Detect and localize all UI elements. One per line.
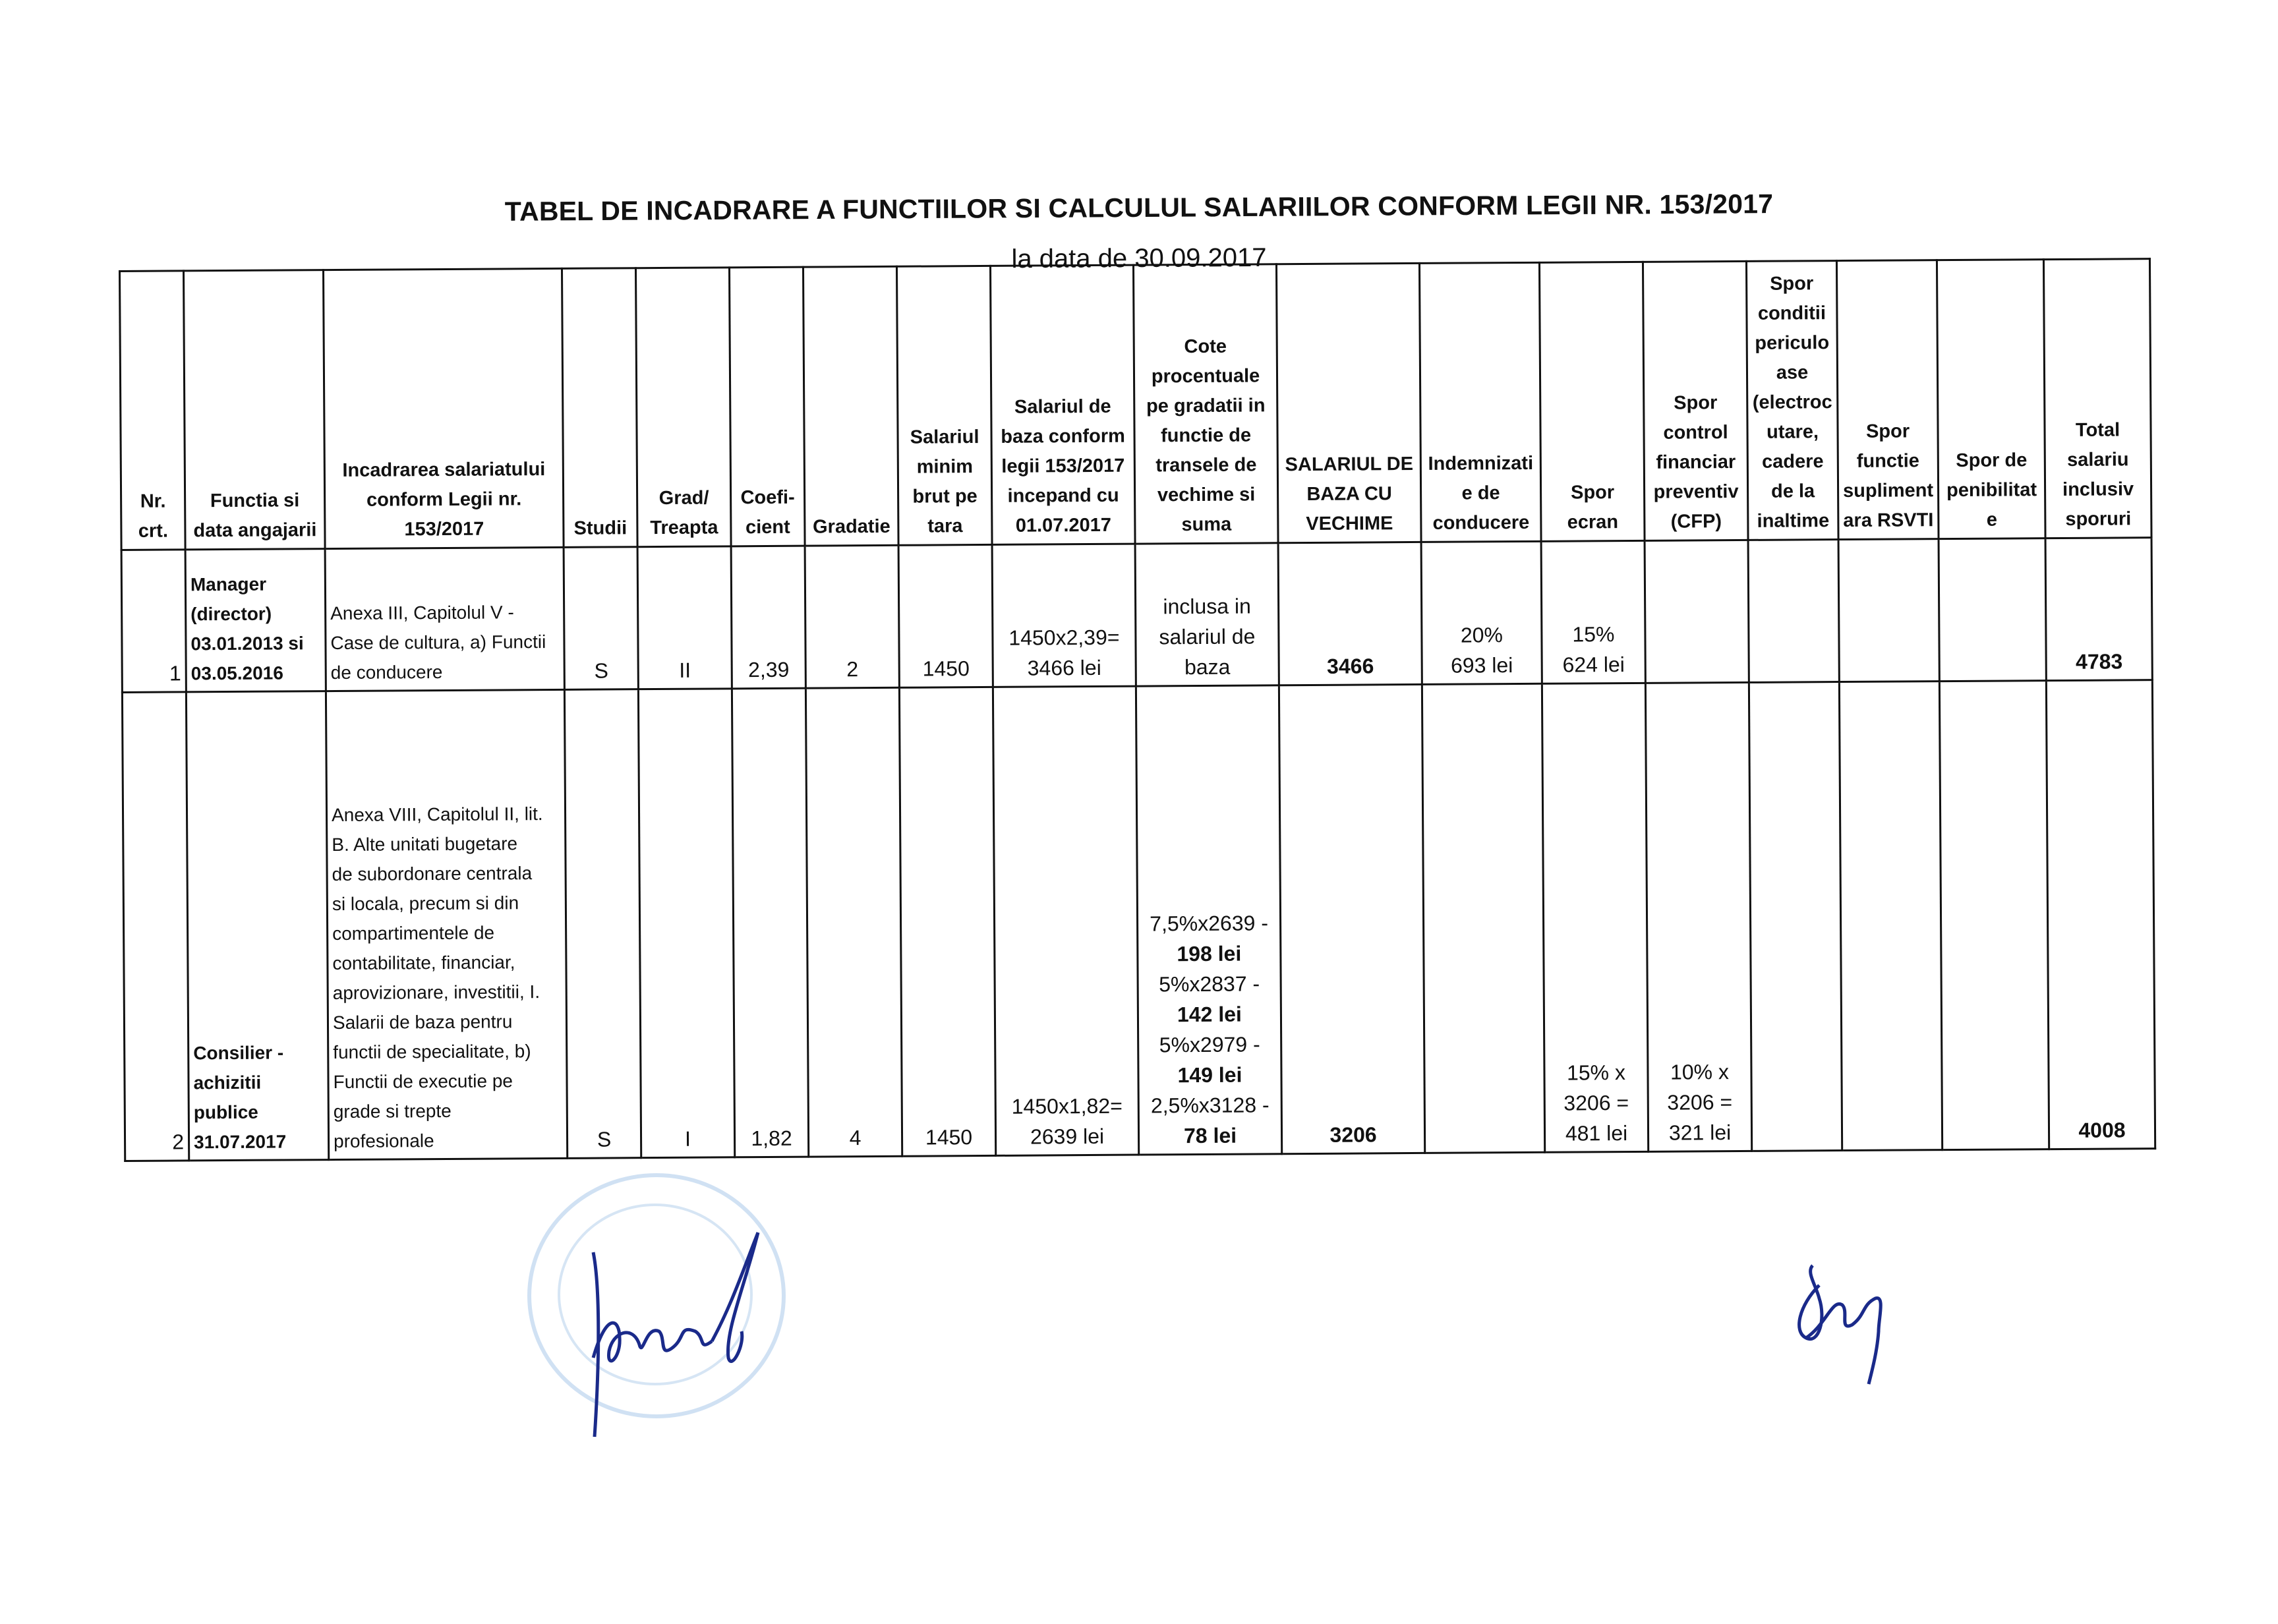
cell-salariul-minim: 1450 [899,687,995,1156]
cell-spor-functie [1838,539,1939,682]
header-salariul-baza [990,265,1135,544]
cell-line: de subordonare centrala [332,863,533,885]
cell-line: (director) [190,603,272,625]
cell-line: Anexa III, Capitolul V - [330,602,514,624]
cell-line: Consilier - [193,1042,284,1064]
cell-total: 4783 [2045,538,2152,681]
cell-line: si locala, precum si din [332,892,519,915]
cell-spor-penibilitate [1939,538,2046,682]
salary-table [119,258,2156,1162]
cell-line: Gradatie [812,515,891,538]
header-cote [1133,264,1278,544]
cell-grad: I [638,689,734,1158]
signature-right [1780,1259,1905,1391]
cell-line: conditii [1757,303,1826,324]
header-functia [184,270,326,550]
cell-line: de conducere [330,662,443,683]
cell-line: 153/2017 [404,518,484,540]
cell-line: suma [1181,513,1232,536]
cell-line: procentuale [1151,365,1260,388]
cell-line: vechime si [1157,484,1256,506]
header-spor-penibilitate [1937,260,2045,539]
cell-line: compartimentele de [332,922,495,944]
cell-line: (electroc [1752,392,1832,413]
cell-salariul-minim: 1450 [898,544,993,687]
cell-indemnizatie [1422,683,1544,1153]
cell-spor-conditii [1748,540,1839,683]
cell-line: 20% [1460,623,1504,647]
cell-line: (CFP) [1670,511,1722,533]
header-incadrarea [324,268,564,548]
cell-line: 03.01.2013 si [190,633,304,654]
cell-line: Spor [1570,482,1615,504]
cell-line: utare, [1766,421,1819,443]
cell-line: baza conform [1001,425,1125,448]
cell-cote [1136,685,1281,1155]
cell-line: de la [1770,480,1815,502]
cell-line: BAZA CU [1306,483,1392,505]
document-title: TABEL DE INCADRARE A FUNCTIILOR SI CALCULUL SALARIILOR CONFORM LEGII NR. 153/2017 [504,188,1774,227]
table-row [122,680,2155,1161]
cell-line: inclusa in [1163,594,1251,619]
cell-line: Coefi- [740,486,795,509]
cell-line: 1450x2,39= [1008,625,1120,650]
cell-line: grade si trepte [333,1100,452,1122]
header-studii [562,268,637,548]
cell-line: Anexa VIII, Capitolul II, lit. [331,803,543,826]
cell-line: profesionale [333,1130,434,1152]
cell-line: brut pe [912,486,978,508]
cell-line: ase [1776,362,1809,384]
cell-line: 03.05.2016 [190,662,283,684]
cell-line: Salariul de [1014,395,1111,418]
cell-studii: S [564,689,641,1159]
cell-line: periculo [1755,332,1830,354]
cell-line: Case de cultura, a) Functii [330,631,546,654]
cell-line: transele de [1155,454,1257,477]
cell-nr: 2 [122,692,189,1161]
cell-grad: II [637,546,732,689]
cell-line: sporuri [2065,508,2132,530]
cell-line: contabilitate, financiar, [332,952,515,974]
cell-line: 624 lei [1562,652,1625,677]
cell-line: 481 lei [1565,1121,1628,1146]
cell-line: conform Legii nr. [366,488,522,511]
header-coeficient [729,267,805,546]
cell-line: Spor de [1956,450,2028,471]
cell-line: Indemnizati [1428,452,1534,475]
cell-line: financiar [1656,451,1736,473]
cell-functia [185,549,326,692]
header-salariul-minim [896,266,992,545]
cell-line: Salarii de baza pentru [332,1011,513,1033]
header-spor-cfp [1643,261,1748,540]
header-indemnizatie [1419,262,1541,542]
header-spor-functie [1836,260,1939,540]
cell-line: 10% x [1670,1060,1730,1084]
cell-line: Treapta [650,517,718,539]
cell-coeficient: 2,39 [731,546,805,689]
document-subtitle: la data de 30.09.2017 [1011,243,1267,274]
cell-salariul-vechime: 3466 [1278,542,1422,685]
header-grad [635,268,731,547]
cell-line: supliment [1843,480,1934,502]
cell-line: 1450x1,82= [1011,1093,1123,1118]
cell-line: 7,5%x2639 - [1150,911,1269,936]
cell-line: pe gradatii in [1146,395,1266,417]
cell-spor-penibilitate [1939,681,2049,1150]
cell-line: 78 lei [1183,1123,1237,1148]
cell-line: functie [1856,450,1919,472]
cell-spor-cfp [1645,682,1751,1151]
cell-line: ecran [1567,511,1619,533]
cell-gradatie: 4 [805,687,902,1157]
cell-line: 15% x [1566,1060,1626,1085]
cell-indemnizatie [1421,541,1542,684]
header-spor-ecran [1539,262,1645,541]
cell-line: Functii de executie pe [333,1070,513,1093]
cell-line: cadere [1761,451,1824,473]
cell-spor-ecran [1541,540,1645,683]
table-row [121,538,2152,693]
cell-line: 15% [1572,622,1615,647]
cell-line: Incadrarea salariatului [342,459,546,481]
cell-line: 149 lei [1177,1062,1242,1088]
cell-line: Manager [190,573,267,595]
cell-line: 31.07.2017 [193,1131,287,1153]
cell-line: cient [745,516,790,538]
cell-spor-ecran [1542,683,1648,1152]
cell-line: 2,5%x3128 - [1150,1093,1270,1118]
cell-line: Grad/ [658,487,709,509]
cell-line: inaltime [1757,510,1830,532]
cell-total: 4008 [2046,680,2155,1149]
cell-incadrarea [326,689,567,1159]
cell-line: Salariul [910,426,979,448]
cell-line: aprovizionare, investitii, I. [332,981,540,1004]
cell-line: B. Alte unitati bugetare [332,833,518,856]
header-nr [120,271,186,550]
cell-studii: S [564,547,638,690]
cell-line: Studii [573,517,628,539]
cell-line: data angajarii [193,519,317,542]
cell-spor-conditii [1749,682,1842,1151]
cell-spor-cfp [1645,540,1749,683]
cell-line: Nr. [140,490,166,512]
salary-table-wrapper [119,258,2154,1162]
cell-spor-functie [1839,682,1942,1151]
cell-line: conducere [1432,511,1530,534]
cell-line: Functia si [210,490,300,512]
cell-line: 01.07.2017 [1015,514,1112,536]
cell-line: incepand cu [1007,484,1119,507]
cell-line: e [1986,509,1998,531]
cell-line: 5%x2979 - [1159,1032,1260,1057]
header-spor-conditii [1746,261,1838,540]
cell-line: publice [193,1101,258,1123]
cell-salariul-baza [993,686,1138,1155]
cell-line: Cote [1184,335,1227,358]
header-salariul-vechime [1276,263,1421,542]
cell-line: penibilitat [1946,479,2037,502]
cell-line: baza [1184,654,1231,680]
cell-line: ara RSVTI [1843,509,1934,532]
header-gradatie [803,266,898,546]
header-total [2043,259,2151,538]
signature-left [580,1226,778,1450]
cell-nr: 1 [121,550,186,693]
cell-line: 693 lei [1450,653,1513,678]
cell-line: preventiv [1653,480,1739,503]
cell-line: legii 153/2017 [1001,455,1125,477]
cell-line: minim [916,456,974,478]
cell-coeficient: 1,82 [732,688,808,1157]
cell-functia [186,691,328,1161]
cell-line: 3466 lei [1027,655,1101,680]
cell-line: salariul de [1159,624,1256,649]
cell-line: inclusiv [2062,478,2134,500]
cell-line: salariu [2066,449,2129,471]
cell-line: Spor [1865,420,1910,442]
cell-line: tara [927,515,963,537]
cell-line: Spor [1770,273,1814,295]
cell-line: 3206 = [1563,1091,1629,1115]
cell-line: 5%x2837 - [1159,972,1260,997]
cell-line: functie de [1160,424,1252,447]
cell-cote [1135,543,1279,686]
cell-line: Total [2075,419,2120,441]
cell-line: SALARIUL DE [1285,453,1414,476]
cell-line: VECHIME [1306,513,1393,535]
cell-gradatie: 2 [805,545,899,688]
cell-line: 142 lei [1177,1002,1242,1027]
cell-line: 321 lei [1668,1120,1732,1145]
cell-incadrarea [325,547,564,691]
cell-line: 3206 = [1667,1090,1733,1115]
cell-line: functii de specialitate, b) [333,1041,531,1063]
cell-salariul-vechime: 3206 [1279,684,1424,1153]
cell-line: control [1663,422,1728,444]
cell-line: e de [1461,482,1500,504]
header-row [120,259,2152,550]
cell-line: 2639 lei [1030,1124,1105,1149]
cell-line: achizitii [193,1072,262,1093]
cell-salariul-baza [992,544,1136,687]
cell-line: Spor [1674,392,1718,414]
cell-line: crt. [138,520,169,542]
cell-line: 198 lei [1177,941,1242,966]
